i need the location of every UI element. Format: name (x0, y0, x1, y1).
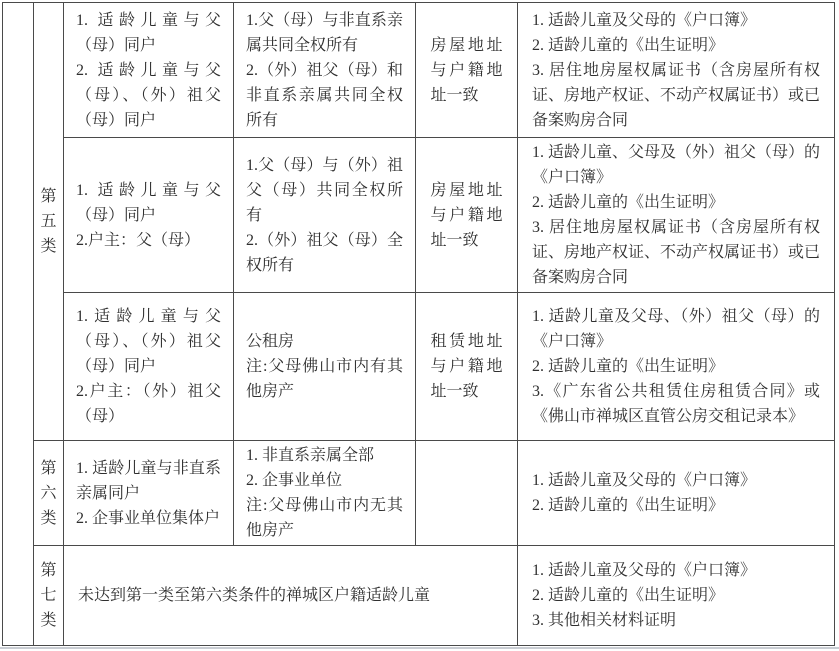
list-item: 2.（外）祖父（母）和非直系亲属共同全权所有 (246, 61, 403, 129)
list-item: 3.《广东省公共租赁住房租赁合同》或《佛山市禅城区直管公房交租记录本》 (532, 383, 820, 425)
address-cell-r4-empty (416, 441, 518, 546)
category-5-label: 第五类 (40, 188, 57, 255)
address-text-r3: 租赁地址与户籍地址一致 (430, 333, 503, 400)
merged-condition-cell: 未达到第一类至第六类条件的禅城区户籍适龄儿童 (64, 546, 518, 646)
category-6-cell (34, 441, 64, 546)
list-item: 2. 企事业单位 (246, 472, 343, 489)
list-item: 1. 适龄儿童与父（母）同户 (76, 181, 221, 224)
table-row (3, 441, 835, 546)
address-cell-r1 (416, 3, 518, 138)
list-item: 1. 适龄儿童、父母及（外）祖父（母）的《户口簿》 (532, 144, 821, 186)
household-cell-r4 (64, 441, 234, 546)
address-text-r1: 房屋地址与户籍地址一致 (430, 36, 503, 104)
property-cell-r1 (234, 3, 416, 138)
list-item: 2. 适龄儿童的《出生证明》 (532, 587, 725, 604)
property-cell-r3 (234, 293, 416, 441)
address-text-r2: 房屋地址与户籍地址一致 (430, 181, 503, 249)
list-item: 注:父母佛山市内无其他房产 (246, 497, 403, 539)
category-7-label: 第七类 (40, 562, 57, 629)
table-row (3, 546, 835, 646)
list-item: 1. 适龄儿童及父母的《户口簿》 (532, 11, 757, 29)
list-item: 2. 适龄儿童的《出生证明》 (532, 497, 725, 514)
list-item: 1. 适龄儿童及父母、（外）祖父（母）的《户口簿》 (532, 308, 820, 350)
list-item: 1. 适龄儿童及父母的《户口簿》 (532, 562, 757, 579)
documents-cell-r5 (518, 546, 835, 646)
list-item: 2. 企事业单位集体户 (76, 509, 221, 527)
table-row (3, 293, 835, 441)
documents-cell-r2 (518, 138, 835, 293)
enrollment-category-table (2, 2, 835, 646)
household-cell-r1 (64, 3, 234, 138)
list-item: 注:父母佛山市内有其他房产 (246, 358, 403, 400)
property-cell-r2 (234, 138, 416, 293)
table-row (3, 3, 835, 138)
list-item: 1. 非直系亲属全部 (246, 447, 375, 464)
list-item: 1.父（母）与非直系亲属共同全权所有 (246, 11, 403, 54)
documents-cell-r1 (518, 3, 835, 138)
category-6-label: 第六类 (40, 459, 57, 527)
list-item: 2. 适龄儿童的《出生证明》 (532, 36, 725, 54)
list-item: 3. 其他相关材料证明 (532, 612, 677, 629)
list-item: 3. 居住地房屋权属证书（含房屋所有权证、房地产权证、不动产权属证书）或已备案购房合同 (532, 219, 821, 286)
category-5-cell (34, 3, 64, 441)
list-item: 1.父（母）与（外）祖父（母）共同全权所有 (246, 156, 403, 224)
address-cell-r2 (416, 138, 518, 293)
list-item: 2. 适龄儿童的《出生证明》 (532, 194, 725, 211)
blank-column-cell (3, 3, 34, 646)
list-item: 1. 适龄儿童与父（母）同户 (76, 11, 221, 54)
list-item: 公租房 (246, 333, 295, 350)
household-cell-r2 (64, 138, 234, 293)
list-item: 1. 适龄儿童与非直系亲属同户 (76, 459, 221, 502)
documents-cell-r3 (518, 293, 835, 441)
list-item: 2.户主：父（母） (76, 231, 201, 249)
page-edge-shadow (0, 647, 839, 649)
list-item: 2. 适龄儿童与父（母）、（外）祖父（母）同户 (76, 61, 221, 129)
list-item: 3. 居住地房屋权属证书（含房屋所有权证、房地产权证、不动产权属证书）或已备案购房合同 (532, 61, 821, 129)
household-cell-r3 (64, 293, 234, 441)
documents-cell-r4 (518, 441, 835, 546)
address-cell-r3 (416, 293, 518, 441)
list-item: 1.适龄儿童与父（母）、（外）祖父（母）同户 (76, 308, 221, 375)
list-item: 1. 适龄儿童及父母的《户口簿》 (532, 472, 757, 489)
table-row (3, 138, 835, 293)
list-item: 2. 适龄儿童的《出生证明》 (532, 358, 725, 375)
list-item: 2.户主：（外）祖父（母） (76, 383, 221, 425)
property-cell-r4 (234, 441, 416, 546)
category-7-cell (34, 546, 64, 646)
list-item: 2.（外）祖父（母）全权所有 (246, 231, 403, 274)
